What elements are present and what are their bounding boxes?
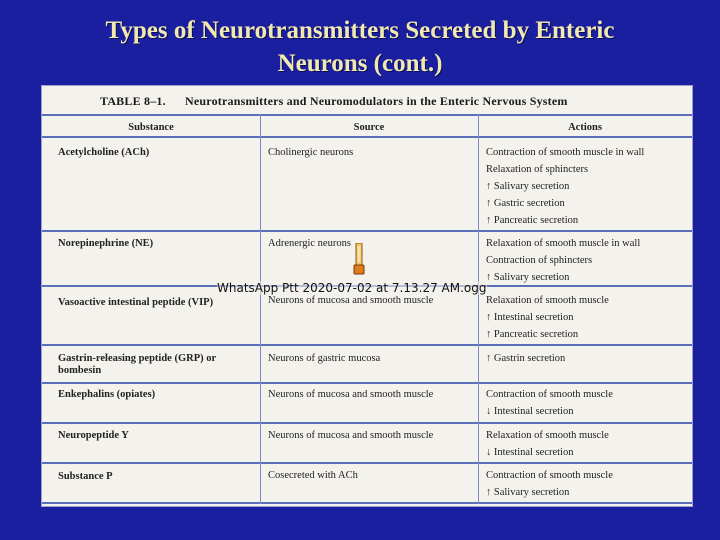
action-line: ↑ Salivary secretion: [486, 181, 570, 192]
cell-actions: [486, 386, 690, 420]
action-line: ↑ Pancreatic secretion: [486, 215, 579, 226]
cell-actions: [486, 350, 690, 367]
cell-actions: [486, 144, 690, 229]
table-top-rule: [42, 114, 692, 116]
action-line: Relaxation of smooth muscle: [486, 430, 609, 441]
slide-title: [0, 14, 720, 80]
cell-source: Neurons of mucosa and smooth muscle: [268, 389, 434, 400]
audio-file-icon[interactable]: [353, 243, 365, 275]
action-line: ↓ Intestinal secretion: [486, 447, 574, 458]
neurotransmitter-table: [42, 86, 692, 506]
action-line: Relaxation of smooth muscle in wall: [486, 238, 641, 249]
action-line: Contraction of smooth muscle in wall: [486, 147, 645, 158]
action-line: ↑ Salivary secretion: [486, 272, 570, 283]
cell-source: Cholinergic neurons: [268, 147, 354, 158]
cell-substance: Gastrin-releasing peptide (GRP) or bombesin: [58, 353, 216, 376]
cell-substance: Vasoactive intestinal peptide (VIP): [58, 297, 214, 308]
action-line: Relaxation of smooth muscle: [486, 295, 609, 306]
action-line: ↑ Gastric secretion: [486, 198, 565, 209]
row-divider: [42, 230, 692, 232]
cell-actions: [486, 292, 690, 343]
cell-source: Cosecreted with ACh: [268, 470, 358, 481]
slide-title-line-1: Types of Neurotransmitters Secreted by Enteric: [105, 17, 615, 44]
slide-title-line-2: Neurons (cont.): [277, 50, 443, 77]
cell-source: Neurons of gastric mucosa: [268, 353, 381, 364]
cell-substance: Enkephalins (opiates): [58, 389, 156, 400]
table-caption: [100, 94, 568, 109]
row-divider: [42, 422, 692, 424]
cell-source: Neurons of mucosa and smooth muscle: [268, 295, 434, 306]
header-substance: Substance: [128, 122, 174, 133]
cell-actions: [486, 235, 690, 286]
row-divider: [42, 462, 692, 464]
header-source: Source: [353, 122, 385, 133]
column-divider: [260, 114, 261, 504]
cell-actions: [486, 427, 690, 461]
header-actions: Actions: [568, 122, 602, 133]
cell-source: Neurons of mucosa and smooth muscle: [268, 430, 434, 441]
cell-substance: Acetylcholine (ACh): [58, 147, 150, 158]
action-line: Contraction of sphincters: [486, 255, 593, 266]
action-line: ↑ Gastrin secretion: [486, 353, 566, 364]
header-rule: [42, 136, 692, 138]
action-line: Contraction of smooth muscle: [486, 389, 613, 400]
column-divider: [478, 114, 479, 504]
audio-file-name[interactable]: WhatsApp Ptt 2020-07-02 at 7.13.27 AM.ogg: [217, 281, 487, 295]
cell-source: Adrenergic neurons: [268, 238, 351, 249]
action-line: ↓ Intestinal secretion: [486, 406, 574, 417]
row-divider: [42, 344, 692, 346]
action-line: Contraction of smooth muscle: [486, 470, 613, 481]
action-line: ↑ Salivary secretion: [486, 487, 570, 498]
action-line: Relaxation of sphincters: [486, 164, 589, 175]
action-line: ↑ Pancreatic secretion: [486, 329, 579, 340]
table-bottom-rule: [42, 502, 692, 504]
table-caption-label: TABLE 8–1.: [100, 94, 166, 108]
action-line: ↑ Intestinal secretion: [486, 312, 574, 323]
cell-actions: [486, 467, 690, 501]
row-divider: [42, 382, 692, 384]
cell-substance: Neuropeptide Y: [58, 430, 129, 441]
cell-substance: Substance P: [58, 471, 113, 482]
table-caption-title: Neurotransmitters and Neuromodulators in the Enteric Nervous System: [185, 94, 568, 108]
cell-substance: Norepinephrine (NE): [58, 238, 154, 249]
